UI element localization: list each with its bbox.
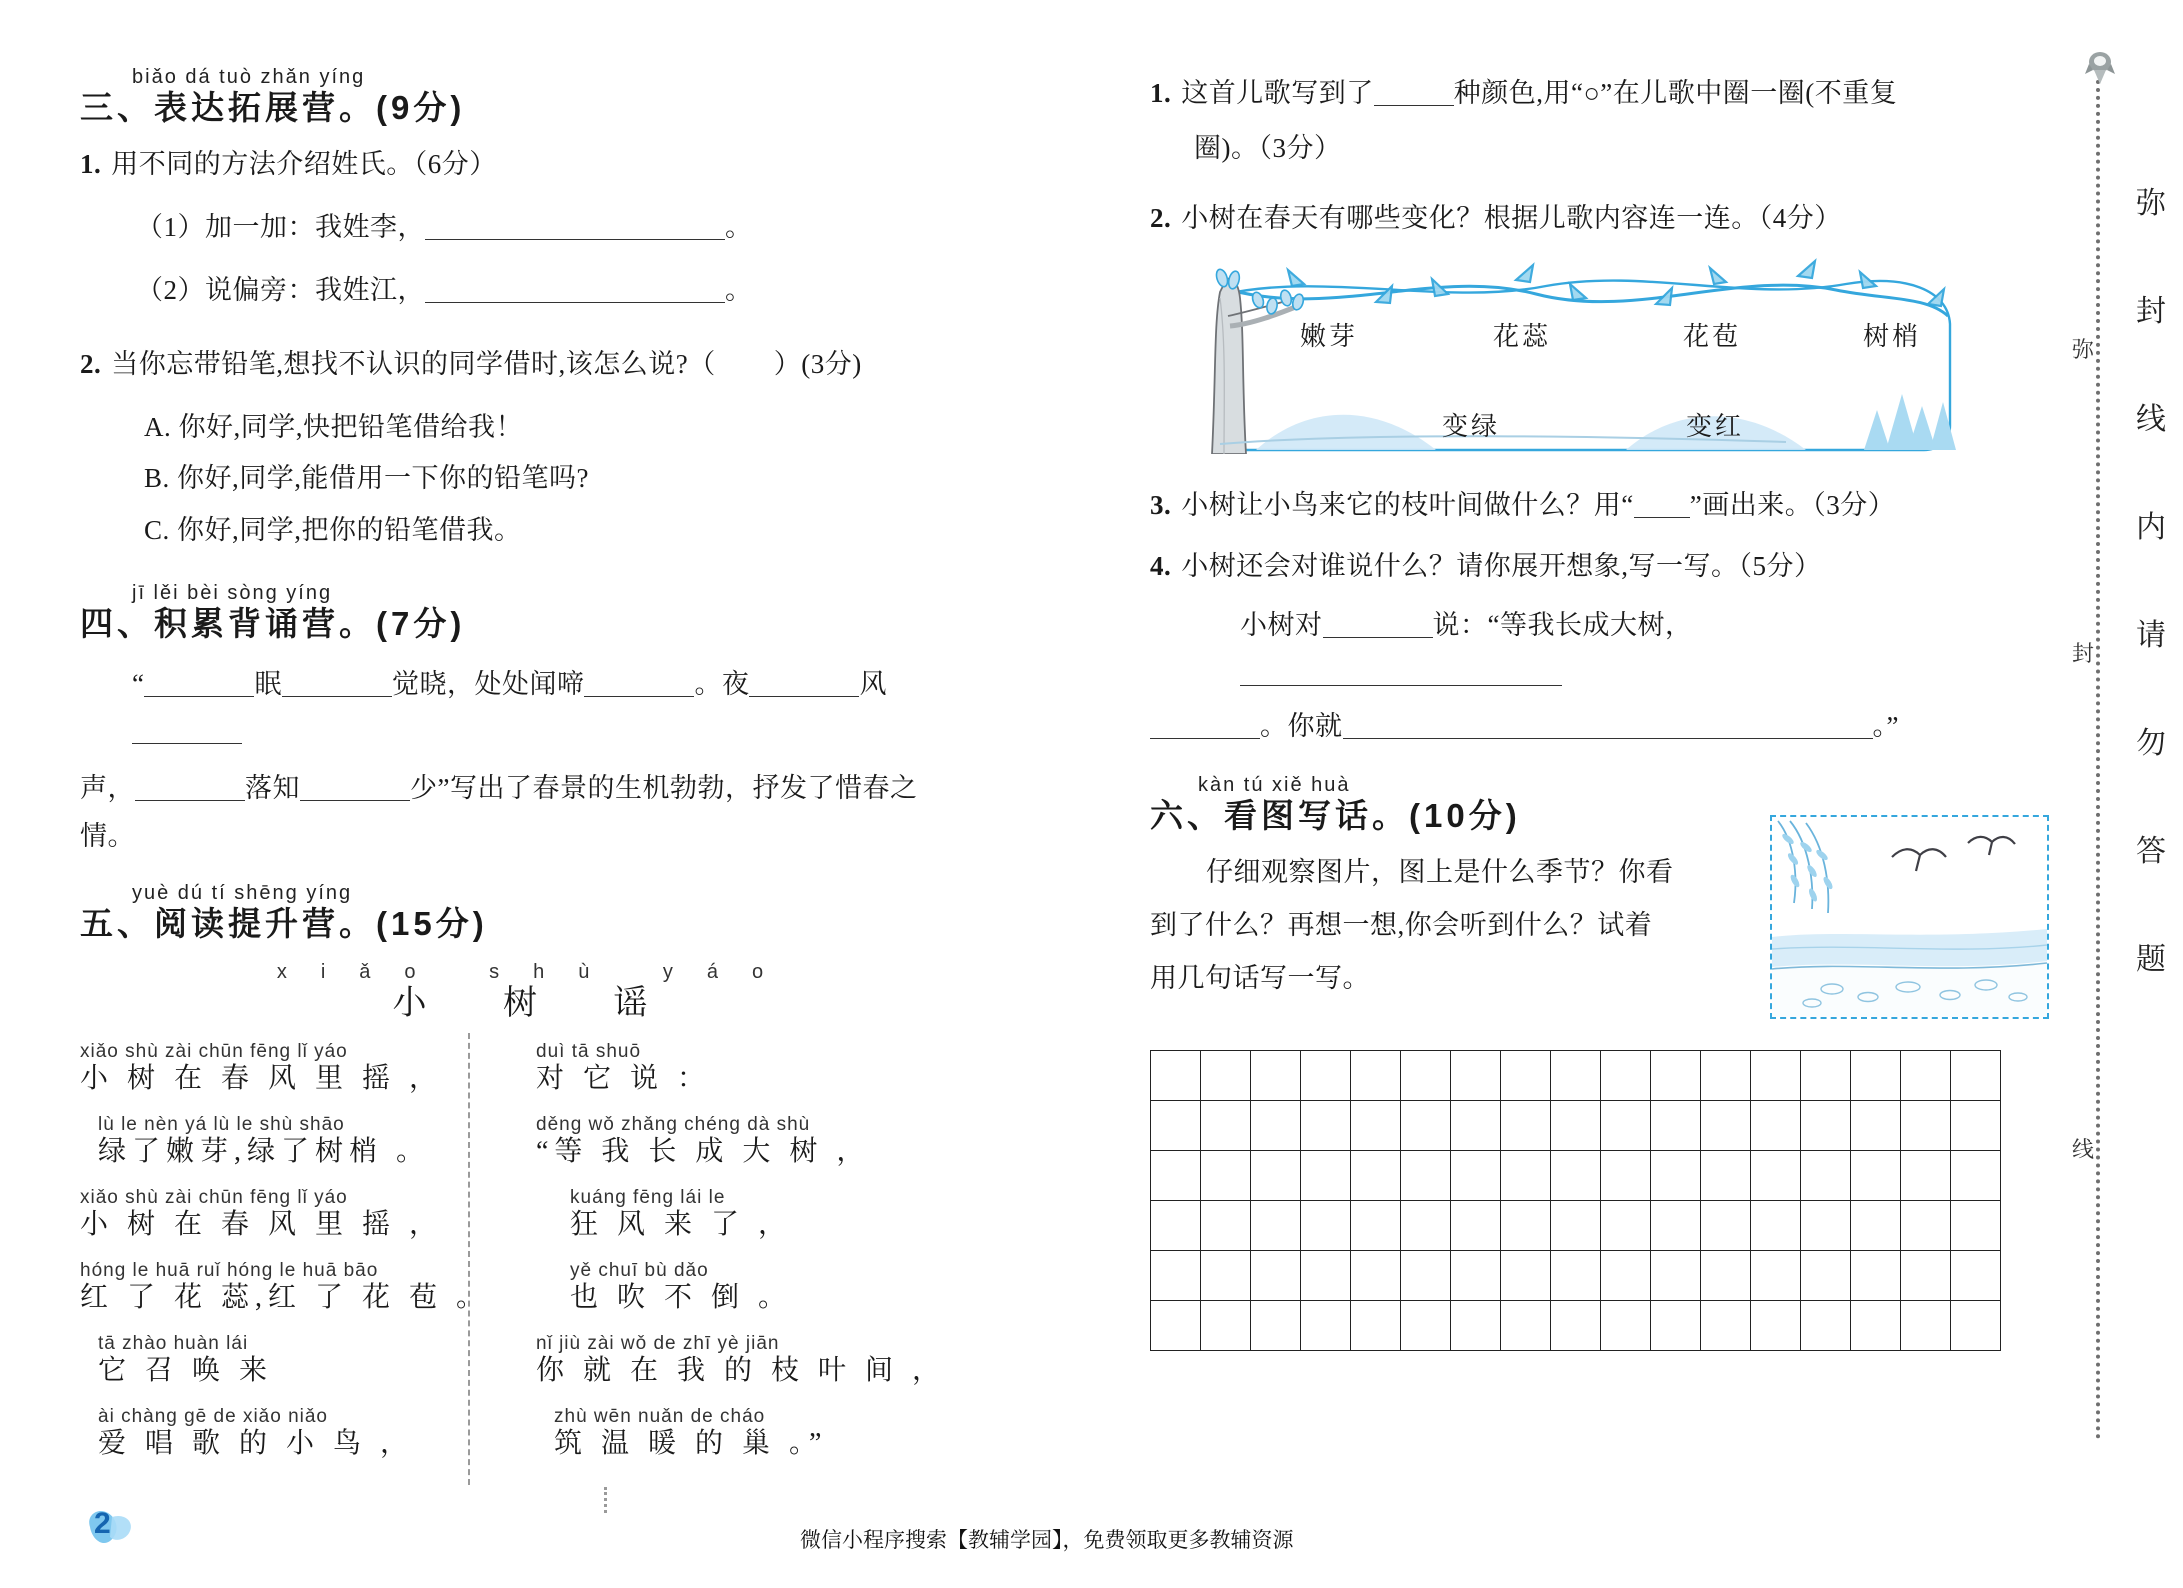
- poem-line-pinyin: tā zhào huàn lái: [98, 1332, 249, 1354]
- poem-column-right: [476, 1040, 947, 1479]
- writing-grid-cell[interactable]: [1851, 1151, 1901, 1201]
- poem-line: [80, 1259, 491, 1315]
- composition-writing-grid[interactable]: [1150, 1050, 2001, 1351]
- poem-column-left: [80, 1040, 491, 1479]
- writing-grid-cell[interactable]: [1251, 1301, 1301, 1351]
- writing-grid-cell[interactable]: [1401, 1301, 1451, 1351]
- writing-grid-cell[interactable]: [1551, 1101, 1601, 1151]
- match-label-top-4[interactable]: 树梢: [1863, 321, 1922, 351]
- poem-line-text: 小 树 在 春 风 里 摇 ，: [80, 1208, 444, 1240]
- text: 落知: [245, 773, 300, 804]
- seal-dashed-line: [2096, 80, 2100, 1440]
- poem-line-pinyin: xiǎo shù zài chūn fēng lǐ yáo: [80, 1186, 348, 1208]
- option-c[interactable]: C. 你好,同学,把你的铅笔借我。: [144, 514, 522, 545]
- footer-note: 微信小程序搜索【教辅学园】，免费领取更多教辅资源: [800, 1529, 1294, 1552]
- answer-blank[interactable]: [135, 800, 245, 801]
- question-5-4-fill-line-2: [1150, 703, 2010, 750]
- writing-grid-cell[interactable]: [1951, 1101, 2001, 1151]
- writing-grid-cell[interactable]: [1651, 1201, 1701, 1251]
- question-number: 1.: [80, 148, 102, 179]
- writing-grid-cell[interactable]: [1451, 1301, 1501, 1351]
- poem-title-pinyin: [80, 961, 960, 984]
- item-label: （2）说偏旁：我姓江，: [136, 275, 425, 306]
- writing-grid-cell[interactable]: [1551, 1051, 1601, 1101]
- writing-grid-cell[interactable]: [1401, 1101, 1451, 1151]
- poem-line-text: 红 了 花 蕊,红 了 花 苞 。: [80, 1281, 491, 1313]
- answer-blank[interactable]: [1343, 738, 1873, 739]
- item-label: （1）加一加：我姓李，: [136, 212, 425, 243]
- writing-grid-cell[interactable]: [1901, 1251, 1951, 1301]
- poem-line: [80, 1406, 476, 1461]
- question-text: 小树在春天有哪些变化？根据儿歌内容连一连。（4分）: [1181, 202, 1842, 233]
- writing-grid-cell[interactable]: [1651, 1251, 1701, 1301]
- section-four-heading: [80, 582, 960, 643]
- writing-grid-cell[interactable]: [1851, 1251, 1901, 1301]
- poem-line-pinyin: lù le nèn yá lù le shù shāo: [98, 1113, 345, 1135]
- writing-grid-cell[interactable]: [1901, 1301, 1951, 1351]
- poem-line-pinyin: xiǎo shù zài chūn fēng lǐ yáo: [80, 1040, 348, 1062]
- text: 小树对: [1240, 610, 1323, 641]
- poem-line-text: 也 吹 不 倒 。: [570, 1281, 793, 1313]
- text: 声，: [80, 773, 135, 804]
- text: 眠: [254, 668, 282, 699]
- writing-grid-cell[interactable]: [1201, 1301, 1251, 1351]
- writing-grid-cell[interactable]: [1401, 1201, 1451, 1251]
- seal-line-label-3: 线: [2072, 1130, 2094, 1167]
- rocket-icon: [2085, 48, 2115, 92]
- seal-char: 勿: [2136, 727, 2166, 760]
- text: 。”: [1872, 710, 1899, 741]
- poem-line-pinyin: yě chuī bù dǎo: [570, 1259, 709, 1281]
- writing-grid-cell[interactable]: [1301, 1051, 1351, 1101]
- poem-line-pinyin: hóng le huā ruǐ hóng le huā bāo: [80, 1259, 379, 1281]
- tree-branch-frame-svg: [1186, 254, 1976, 454]
- item-tail: 。: [725, 275, 753, 306]
- section-three-title: 三、表达拓展营。(9分): [80, 89, 466, 126]
- answer-blank[interactable]: [1374, 105, 1454, 106]
- poem-line-pinyin: zhù wēn nuǎn de cháo: [554, 1405, 766, 1427]
- writing-grid-cell[interactable]: [1351, 1051, 1401, 1101]
- writing-grid-cell[interactable]: [1451, 1051, 1501, 1101]
- writing-grid-cell[interactable]: [1851, 1051, 1901, 1101]
- poem-line-text: 小 树 在 春 风 里 摇 ，: [80, 1062, 444, 1094]
- writing-grid-cell[interactable]: [1901, 1151, 1951, 1201]
- writing-grid-cell[interactable]: [1851, 1101, 1901, 1151]
- writing-grid-row: [1151, 1101, 2001, 1151]
- writing-grid-cell[interactable]: [1201, 1251, 1251, 1301]
- question-number: 2.: [80, 348, 102, 379]
- answer-blank[interactable]: [1240, 685, 1562, 686]
- question-number: 3.: [1150, 489, 1172, 520]
- question-text-b: ）(3分): [773, 348, 862, 379]
- answer-blank[interactable]: [425, 302, 725, 303]
- writing-grid-cell[interactable]: [1301, 1101, 1351, 1151]
- writing-grid-cell[interactable]: [1301, 1201, 1351, 1251]
- section-four-pinyin: jī lěi bèi sòng yíng: [132, 581, 333, 604]
- answer-blank[interactable]: [132, 743, 242, 744]
- writing-grid-cell[interactable]: [1401, 1051, 1451, 1101]
- question-5-4-fill-line-1: [1240, 602, 2010, 697]
- poem-line-pinyin: ài chàng gē de xiǎo niǎo: [98, 1405, 328, 1427]
- poem-column-divider: [468, 1033, 470, 1485]
- page-number-text: 2: [94, 1507, 111, 1540]
- composition-picture: [1770, 815, 2049, 1019]
- writing-grid-cell[interactable]: [1351, 1301, 1401, 1351]
- seal-char: 线: [2136, 403, 2166, 436]
- writing-grid-cell[interactable]: [1551, 1301, 1601, 1351]
- writing-grid-cell[interactable]: [1151, 1301, 1201, 1351]
- writing-grid-cell[interactable]: [1651, 1051, 1701, 1101]
- poem-line-pinyin: děng wǒ zhǎng chéng dà shù: [536, 1113, 811, 1135]
- section-six-pinyin: kàn tú xiě huà: [1198, 774, 1351, 796]
- writing-grid-cell[interactable]: [1601, 1251, 1651, 1301]
- writing-grid-cell[interactable]: [1651, 1101, 1701, 1151]
- poem-line: [536, 1260, 932, 1315]
- section-five-pinyin: yuè dú tí shēng yíng: [132, 881, 353, 904]
- question-3-1: [80, 141, 960, 188]
- writing-grid-cell[interactable]: [1451, 1201, 1501, 1251]
- answer-blank[interactable]: [425, 239, 725, 240]
- writing-grid-cell[interactable]: [1501, 1301, 1551, 1351]
- spring-scene-svg: [1772, 817, 2047, 1017]
- writing-grid-cell[interactable]: [1851, 1201, 1901, 1251]
- writing-grid-row: [1151, 1051, 2001, 1101]
- poem-line: [536, 1406, 932, 1461]
- writing-grid-cell[interactable]: [1251, 1251, 1301, 1301]
- answer-blank[interactable]: [1323, 637, 1433, 638]
- matching-illustration: [1186, 254, 1976, 454]
- writing-grid-cell[interactable]: [1451, 1101, 1501, 1151]
- question-5-1: [1150, 70, 2010, 117]
- writing-grid-cell[interactable]: [1701, 1251, 1751, 1301]
- pinyin-syllable: yáo: [662, 960, 798, 983]
- writing-grid-cell[interactable]: [1301, 1151, 1351, 1201]
- writing-grid-cell[interactable]: [1501, 1151, 1551, 1201]
- question-text-a: 当你忘带铅笔,想找不认识的同学借时,该怎么说?（: [111, 348, 716, 379]
- question-3-1-item-1: [136, 204, 960, 251]
- answer-blank[interactable]: [1150, 738, 1260, 739]
- seal-char: 题: [2136, 943, 2166, 976]
- writing-grid-cell[interactable]: [1251, 1051, 1301, 1101]
- writing-grid-cell[interactable]: [1551, 1201, 1601, 1251]
- writing-grid-cell[interactable]: [1351, 1151, 1401, 1201]
- poem-line: [536, 1187, 932, 1242]
- question-text-b: 种颜色,用“○”在儿歌中圈一圈(不重复: [1453, 78, 1898, 108]
- match-label-top-1[interactable]: 嫩芽: [1300, 321, 1359, 351]
- writing-grid-cell[interactable]: [1151, 1101, 1201, 1151]
- writing-grid-cell[interactable]: [1701, 1151, 1751, 1201]
- writing-grid-cell[interactable]: [1951, 1151, 2001, 1201]
- option-a[interactable]: A. 你好,同学,快把铅笔借给我！: [144, 411, 523, 442]
- question-5-4: [1150, 543, 2010, 590]
- text: 。你就: [1260, 710, 1343, 741]
- seal-line-label-2: 封: [2072, 634, 2094, 671]
- poem-line-text: 爱 唱 歌 的 小 鸟 ，: [98, 1427, 415, 1459]
- writing-grid-cell[interactable]: [1551, 1251, 1601, 1301]
- section-three-pinyin: biǎo dá tuò zhǎn yíng: [132, 66, 366, 88]
- answer-blank[interactable]: [584, 696, 694, 697]
- writing-grid-cell[interactable]: [1151, 1251, 1201, 1301]
- poem-line-text: 筑 温 暖 的 巢 。”: [554, 1427, 828, 1459]
- writing-grid-cell[interactable]: [1751, 1201, 1801, 1251]
- seal-line-label-1: 弥: [2072, 330, 2094, 367]
- writing-grid-cell[interactable]: [1751, 1101, 1801, 1151]
- text: 风: [859, 668, 887, 699]
- writing-grid-cell[interactable]: [1951, 1051, 2001, 1101]
- writing-grid-cell[interactable]: [1851, 1301, 1901, 1351]
- page-number: [84, 1505, 136, 1551]
- poem-line: [536, 1041, 932, 1096]
- writing-grid-cell[interactable]: [1451, 1251, 1501, 1301]
- question-5-3: [1150, 482, 2010, 529]
- writing-grid-cell[interactable]: [1701, 1051, 1751, 1101]
- tree-trunk: [1212, 268, 1305, 454]
- text: 少”写出了春景的生机勃勃，抒发了惜春之情。: [80, 773, 918, 851]
- match-label-bottom-1[interactable]: 变绿: [1442, 411, 1501, 441]
- writing-grid-cell[interactable]: [1651, 1151, 1701, 1201]
- poem-fill-line-2: [80, 765, 960, 860]
- answer-blank[interactable]: [749, 696, 859, 697]
- writing-grid-cell[interactable]: [1951, 1201, 2001, 1251]
- writing-grid-cell[interactable]: [1351, 1251, 1401, 1301]
- section-six-title: 六、看图写话。(10分): [1150, 797, 1521, 834]
- question-text-b: ”画出来。（3分）: [1689, 489, 1896, 520]
- writing-grid-cell[interactable]: [1201, 1051, 1251, 1101]
- writing-grid-cell[interactable]: [1601, 1201, 1651, 1251]
- writing-grid-cell[interactable]: [1501, 1251, 1551, 1301]
- poem-line-text: 对 它 说 ：: [536, 1062, 712, 1094]
- writing-grid-cell[interactable]: [1701, 1101, 1751, 1151]
- writing-grid-cell[interactable]: [1701, 1301, 1751, 1351]
- pinyin-syllable: xiǎo: [276, 960, 450, 983]
- poem-title-block: [80, 961, 960, 1025]
- poem-line: [80, 1041, 476, 1096]
- seal-char: 请: [2136, 619, 2166, 652]
- seal-margin-text: [2128, 150, 2174, 1014]
- item-tail: 。: [725, 212, 753, 243]
- match-label-bottom-2[interactable]: 变红: [1686, 411, 1745, 441]
- writing-grid-cell[interactable]: [1801, 1251, 1851, 1301]
- writing-grid-cell[interactable]: [1201, 1151, 1251, 1201]
- writing-grid-cell[interactable]: [1601, 1151, 1651, 1201]
- writing-grid-cell[interactable]: [1601, 1101, 1651, 1151]
- writing-grid-row: [1151, 1251, 2001, 1301]
- question-text-a: 这首儿歌写到了: [1181, 78, 1374, 108]
- section-three-heading: [80, 66, 960, 127]
- writing-grid-cell[interactable]: [1251, 1201, 1301, 1251]
- poem-line: [80, 1333, 476, 1388]
- poem-line-pinyin: duì tā shuō: [536, 1040, 642, 1062]
- writing-grid-cell[interactable]: [1351, 1101, 1401, 1151]
- writing-grid-cell[interactable]: [1401, 1251, 1451, 1301]
- question-5-1-cont: 圈)。（3分）: [1194, 133, 1342, 164]
- writing-grid-cell[interactable]: [1151, 1151, 1201, 1201]
- writing-grid-cell[interactable]: [1751, 1051, 1801, 1101]
- writing-grid-cell[interactable]: [1151, 1051, 1201, 1101]
- question-text: 小树还会对谁说什么？请你展开想象,写一写。（5分）: [1181, 551, 1822, 581]
- writing-grid-cell[interactable]: [1601, 1301, 1651, 1351]
- writing-grid-cell[interactable]: [1551, 1151, 1601, 1201]
- writing-grid-cell[interactable]: [1201, 1201, 1251, 1251]
- question-text-a: 小树让小鸟来它的枝叶间做什么？用“: [1181, 489, 1634, 520]
- option-b[interactable]: B. 你好,同学,能借用一下你的铅笔吗?: [144, 463, 589, 494]
- writing-grid-cell[interactable]: [1801, 1151, 1851, 1201]
- composition-prompt-line-1: 仔细观察图片，图上是什么季节？你看: [1206, 856, 1674, 887]
- writing-grid-cell[interactable]: [1901, 1051, 1951, 1101]
- answer-blank[interactable]: [1634, 517, 1690, 518]
- writing-grid-cell[interactable]: [1951, 1251, 2001, 1301]
- writing-grid-cell[interactable]: [1801, 1101, 1851, 1151]
- poem-line-text: “等 我 长 成 大 树 ，: [536, 1135, 871, 1167]
- text: 。夜: [694, 668, 750, 699]
- writing-grid-cell[interactable]: [1801, 1301, 1851, 1351]
- writing-grid-cell[interactable]: [1501, 1101, 1551, 1151]
- writing-grid-cell[interactable]: [1801, 1051, 1851, 1101]
- poem-line-text: 绿了嫩芽,绿了树梢 。: [98, 1135, 431, 1167]
- poem-line-pinyin: nǐ jiù zài wǒ de zhī yè jiān: [536, 1332, 780, 1354]
- bottom-dotted-mark: [604, 1487, 607, 1513]
- writing-grid-cell[interactable]: [1251, 1101, 1301, 1151]
- writing-grid-cell[interactable]: [1151, 1201, 1201, 1251]
- poem-line-text: 你 就 在 我 的 枝 叶 间 ，: [536, 1354, 947, 1386]
- seal-char: 内: [2136, 511, 2166, 544]
- quote-open: “: [132, 668, 145, 699]
- composition-prompt-line-2: 到了什么？再想一想,你会听到什么？试着: [1150, 910, 1653, 941]
- question-number: 1.: [1150, 78, 1172, 108]
- poem-line: [80, 1187, 476, 1242]
- pinyin-syllable: shù: [489, 960, 624, 983]
- question-number: 4.: [1150, 551, 1172, 581]
- seal-char: 封: [2136, 295, 2166, 328]
- seal-char: 答: [2136, 835, 2166, 868]
- poem-line-text: 它 召 唤 来: [98, 1354, 274, 1386]
- writing-grid-cell[interactable]: [1751, 1251, 1801, 1301]
- writing-grid-cell[interactable]: [1451, 1151, 1501, 1201]
- match-label-top-3[interactable]: 花苞: [1683, 321, 1742, 351]
- writing-grid-table[interactable]: [1150, 1050, 2001, 1351]
- poem-line: [536, 1114, 932, 1169]
- writing-grid-cell[interactable]: [1651, 1301, 1701, 1351]
- writing-grid-row: [1151, 1301, 2001, 1351]
- answer-blank[interactable]: [282, 696, 392, 697]
- section-five-title: 五、阅读提升营。(15分): [80, 904, 488, 942]
- writing-grid-cell[interactable]: [1751, 1301, 1801, 1351]
- text: 说：“等我长成大树，: [1432, 610, 1693, 641]
- poem-body: [80, 1041, 960, 1479]
- question-number: 2.: [1150, 202, 1172, 233]
- writing-grid-cell[interactable]: [1751, 1151, 1801, 1201]
- writing-grid-cell[interactable]: [1301, 1251, 1351, 1301]
- writing-grid-cell[interactable]: [1901, 1101, 1951, 1151]
- question-3-1-item-2: [136, 267, 960, 314]
- seal-char: 弥: [2136, 187, 2166, 220]
- writing-grid-cell[interactable]: [1501, 1051, 1551, 1101]
- question-5-2: [1150, 195, 2010, 242]
- writing-grid-cell[interactable]: [1301, 1301, 1351, 1351]
- answer-blank[interactable]: [300, 800, 410, 801]
- left-column: [80, 60, 960, 1479]
- match-label-top-2[interactable]: 花蕊: [1493, 321, 1552, 351]
- writing-grid-cell[interactable]: [1951, 1301, 2001, 1351]
- poem-title: 小 树 谣: [392, 984, 682, 1022]
- writing-grid-row: [1151, 1201, 2001, 1251]
- poem-line-pinyin: kuáng fēng lái le: [570, 1186, 726, 1208]
- writing-grid-cell[interactable]: [1401, 1151, 1451, 1201]
- poem-line-text: 狂 风 来 了 ，: [570, 1208, 793, 1240]
- writing-grid-cell[interactable]: [1601, 1051, 1651, 1101]
- poem-line: [536, 1332, 947, 1388]
- section-four-title: 四、积累背诵营。(7分): [80, 604, 466, 642]
- writing-grid-row: [1151, 1151, 2001, 1201]
- writing-grid-cell[interactable]: [1801, 1201, 1851, 1251]
- writing-grid-cell[interactable]: [1351, 1201, 1401, 1251]
- composition-prompt-line-3: 用几句话写一写。: [1150, 963, 1370, 994]
- poem-fill-line-1: [132, 661, 960, 756]
- question-3-2: [80, 341, 960, 388]
- question-text: 用不同的方法介绍姓氏。（6分）: [111, 148, 497, 179]
- writing-grid-cell[interactable]: [1901, 1201, 1951, 1251]
- answer-blank[interactable]: [144, 696, 254, 697]
- writing-grid-cell[interactable]: [1201, 1101, 1251, 1151]
- writing-grid-cell[interactable]: [1701, 1201, 1751, 1251]
- writing-grid-cell[interactable]: [1251, 1151, 1301, 1201]
- section-five-heading: [80, 882, 960, 943]
- poem-line: [80, 1114, 476, 1169]
- text: 觉晓，处处闻啼: [391, 668, 585, 699]
- pine-trees: [1864, 394, 1956, 450]
- writing-grid-cell[interactable]: [1501, 1201, 1551, 1251]
